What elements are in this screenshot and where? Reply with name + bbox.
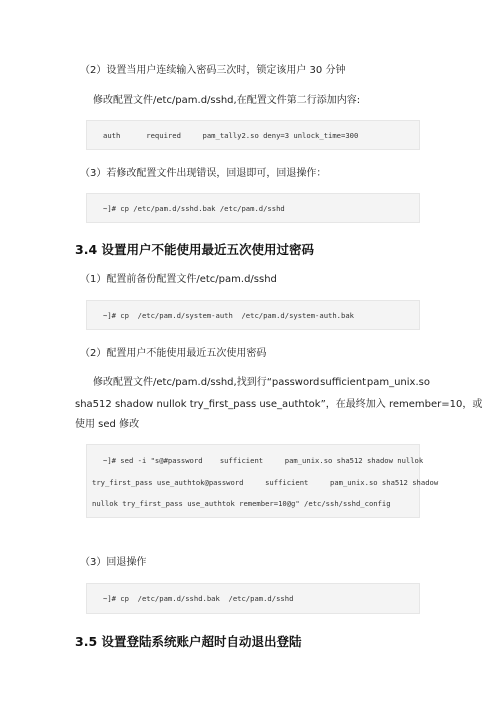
edit-config-instruction: 修改配置文件/etc/pam.d/sshd,在配置文件第二行添加内容: [93, 95, 361, 106]
step-3-rollback-title: （3）若修改配置文件出现错误，回退即可，回退操作： [80, 168, 327, 179]
body-text-part: pam_unix.so [366, 377, 430, 388]
body-line-2: sha512 shadow nullok try_first_pass use_authtok”，在最终加入 remember=10，或 [75, 399, 483, 410]
code-block-sed [86, 444, 439, 518]
code-line: ~]# cp /etc/pam.d/sshd.bak /etc/pam.d/sshd [103, 594, 294, 603]
step-2-history-title: （2）配置用户不能使用最近五次使用密码 [80, 348, 267, 359]
code-line: ~]# cp /etc/pam.d/sshd.bak /etc/pam.d/sshd [103, 204, 285, 213]
body-text-part: 修改配置文件/etc/pam.d/sshd,找到行“password [93, 377, 320, 388]
body-line-3: 使用 sed 修改 [75, 419, 140, 430]
code-line: auth required pam_tally2.so deny=3 unlock_time=300 [103, 131, 359, 140]
code-block-auth [86, 120, 420, 150]
body-line-1 [93, 376, 430, 390]
code-line: ~]# cp /etc/pam.d/system-auth /etc/pam.d/system-auth.bak [103, 311, 354, 320]
step-2-lock-title: （2）设置当用户连续输入密码三次时，锁定该用户 30 分钟 [80, 65, 346, 76]
section-heading-3-5: 3.5 设置登陆系统账户超时自动退出登陆 [75, 634, 302, 649]
code-line: ~]# sed -i "s@#password sufficient pam_unix.so sha512 shadow nullok [103, 456, 424, 465]
code-block-restore [86, 583, 420, 614]
code-block-backup [86, 300, 420, 330]
code-line: try_first_pass use_authtok@password sufficient pam_unix.so sha512 shadow [92, 478, 439, 487]
section-heading-3-4: 3.4 设置用户不能使用最近五次使用过密码 [75, 242, 314, 257]
body-text-part: sufficient [320, 377, 367, 388]
code-line: nullok try_first_pass use_authtok remember=10@g" /etc/ssh/sshd_config [92, 499, 391, 508]
code-block-rollback [86, 193, 420, 223]
step-3-rollback-op: （3）回退操作 [80, 557, 147, 568]
step-1-backup-title: （1）配置前备份配置文件/etc/pam.d/sshd [80, 274, 277, 285]
